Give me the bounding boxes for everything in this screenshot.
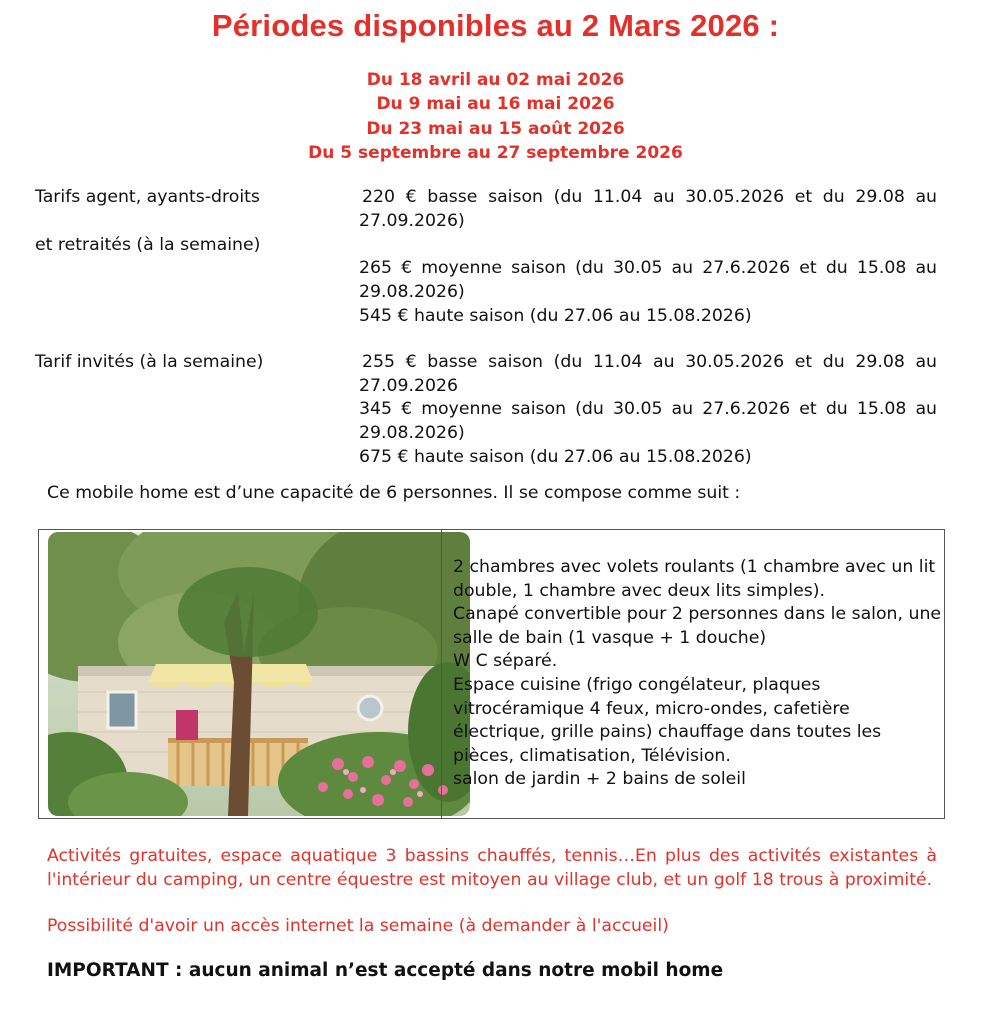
period-item: Du 9 mai au 16 mai 2026	[376, 94, 615, 115]
important-notice: IMPORTANT : aucun animal n’est accepté dans notre mobil home	[47, 960, 724, 981]
guest-rate-low-season: 255 € basse saison (du 11.04 au 30.05.2026 et du 29.08 au 27.09.2026	[359, 352, 937, 396]
agent-rate-label-line1: Tarifs agent, ayants-droits	[35, 187, 260, 207]
guest-rate-label: Tarif invités (à la semaine)	[35, 352, 264, 372]
table-column-divider	[441, 529, 442, 819]
feature-item: Canapé convertible pour 2 personnes dans le salon, une salle de bain (1 vasque + 1 douche)	[453, 604, 942, 648]
agent-rate-low-season: 220 € basse saison (du 11.04 au 30.05.2026 et du 29.08 au 27.09.2026)	[359, 187, 937, 231]
agent-rate-mid-season: 265 € moyenne saison (du 30.05 au 27.6.2026 et du 15.08 au 29.08.2026)	[359, 258, 937, 302]
period-item: Du 23 mai au 15 août 2026	[366, 118, 625, 139]
feature-item: Espace cuisine (frigo congélateur, plaques vitrocéramique 4 feux, micro-ondes, cafetière électrique, grille pains) chauffage dans toutes les pièces, climatisation, Télévision.	[453, 674, 882, 766]
period-item: Du 5 septembre au 27 septembre 2026	[308, 142, 683, 163]
activities-text: Activités gratuites, espace aquatique 3 bassins chauffés, tennis…En plus des activités existantes à l'intérieur du camping, un centre équestre est mitoyen au village club, et un golf 18 trous à proximité.	[47, 846, 937, 890]
capacity-text: Ce mobile home est d’une capacité de 6 personnes. Il se compose comme suit :	[47, 483, 741, 503]
period-item: Du 18 avril au 02 mai 2026	[366, 70, 625, 90]
mobile-home-photo	[48, 532, 470, 816]
available-periods	[0, 68, 991, 165]
page-title: Périodes disponibles au 2 Mars 2026 :	[211, 8, 780, 43]
feature-item: 2 chambres avec volets roulants (1 chambre avec un lit double, 1 chambre avec deux lits simples).	[453, 557, 936, 601]
agent-rate-high-season: 545 € haute saison (du 27.06 au 15.08.2026)	[359, 306, 752, 326]
guest-rate-high-season: 675 € haute saison (du 27.06 au 15.08.2026)	[359, 447, 752, 467]
guest-rate-mid-season: 345 € moyenne saison (du 30.05 au 27.6.2026 et du 15.08 au 29.08.2026)	[359, 399, 937, 443]
agent-rate-label-line2: et retraités (à la semaine)	[35, 235, 261, 255]
feature-item: W C séparé.	[453, 651, 558, 672]
features-list	[453, 556, 943, 792]
feature-item: salon de jardin + 2 bains de soleil	[453, 769, 746, 790]
internet-text: Possibilité d'avoir un accès internet la semaine (à demander à l'accueil)	[47, 916, 669, 936]
